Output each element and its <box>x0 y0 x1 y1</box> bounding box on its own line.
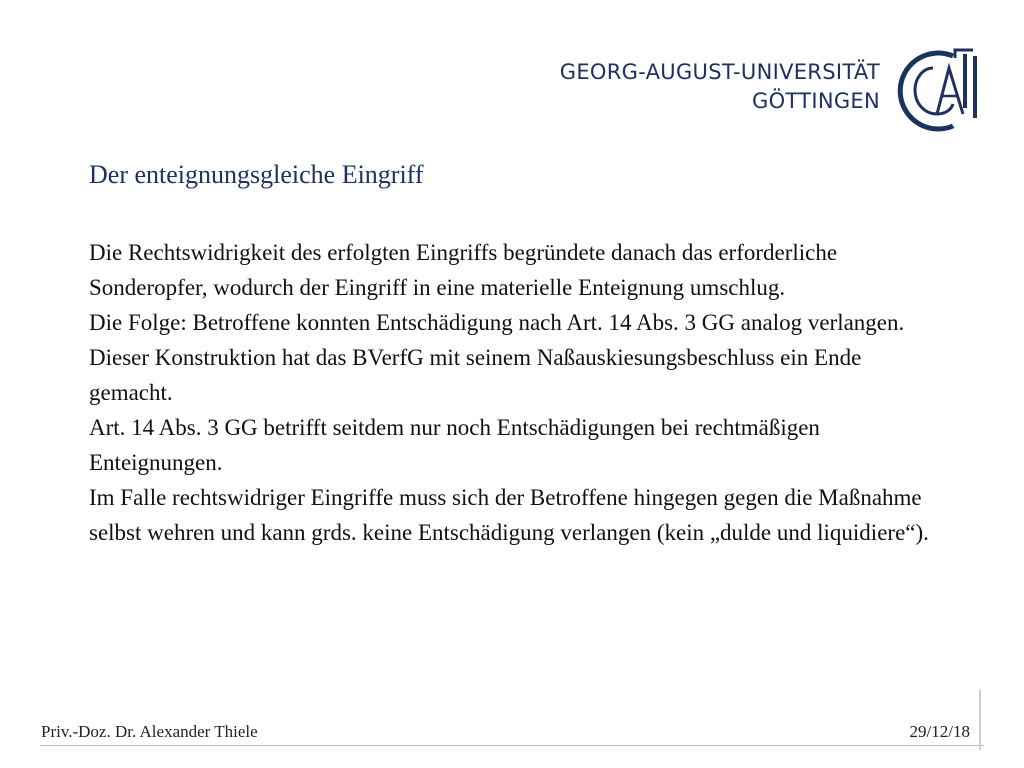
footer-divider <box>40 745 984 746</box>
paragraph: Die Rechtswidrigkeit des erfolgten Eingriffs begründete danach das erforderliche Sonderopfer, wodurch der Eingriff in eine materielle Enteignung umschlug. <box>89 240 838 300</box>
footer-vertical-divider <box>979 690 981 750</box>
university-name-line2: GÖTTINGEN <box>752 89 880 113</box>
paragraph: Im Falle rechtswidriger Eingriffe muss sich der Betroffene hingegen gegen die Maßnahme selbst wehren und kann grds. keine Entschädigung verlangen (kein „dulde und liquidiere“). <box>89 485 929 545</box>
footer-author: Priv.-Doz. Dr. Alexander Thiele <box>41 722 258 741</box>
slide-title: Der enteignungsgleiche Eingriff <box>89 160 424 189</box>
footer-date: 29/12/18 <box>909 722 970 741</box>
slide-body <box>89 235 929 550</box>
paragraph: Art. 14 Abs. 3 GG betrifft seitdem nur noch Entschädigungen bei rechtmäßigen Enteignungen. <box>89 415 820 475</box>
paragraph: Dieser Konstruktion hat das BVerfG mit seinem Naßauskiesungsbeschluss ein Ende gemacht. <box>89 345 862 405</box>
paragraph: Die Folge: Betroffene konnten Entschädigung nach Art. 14 Abs. 3 GG analog verlangen. <box>89 310 905 335</box>
university-name-line1: GEORG-AUGUST-UNIVERSITÄT <box>559 60 880 84</box>
university-name <box>560 58 880 116</box>
university-seal-icon <box>893 48 987 134</box>
